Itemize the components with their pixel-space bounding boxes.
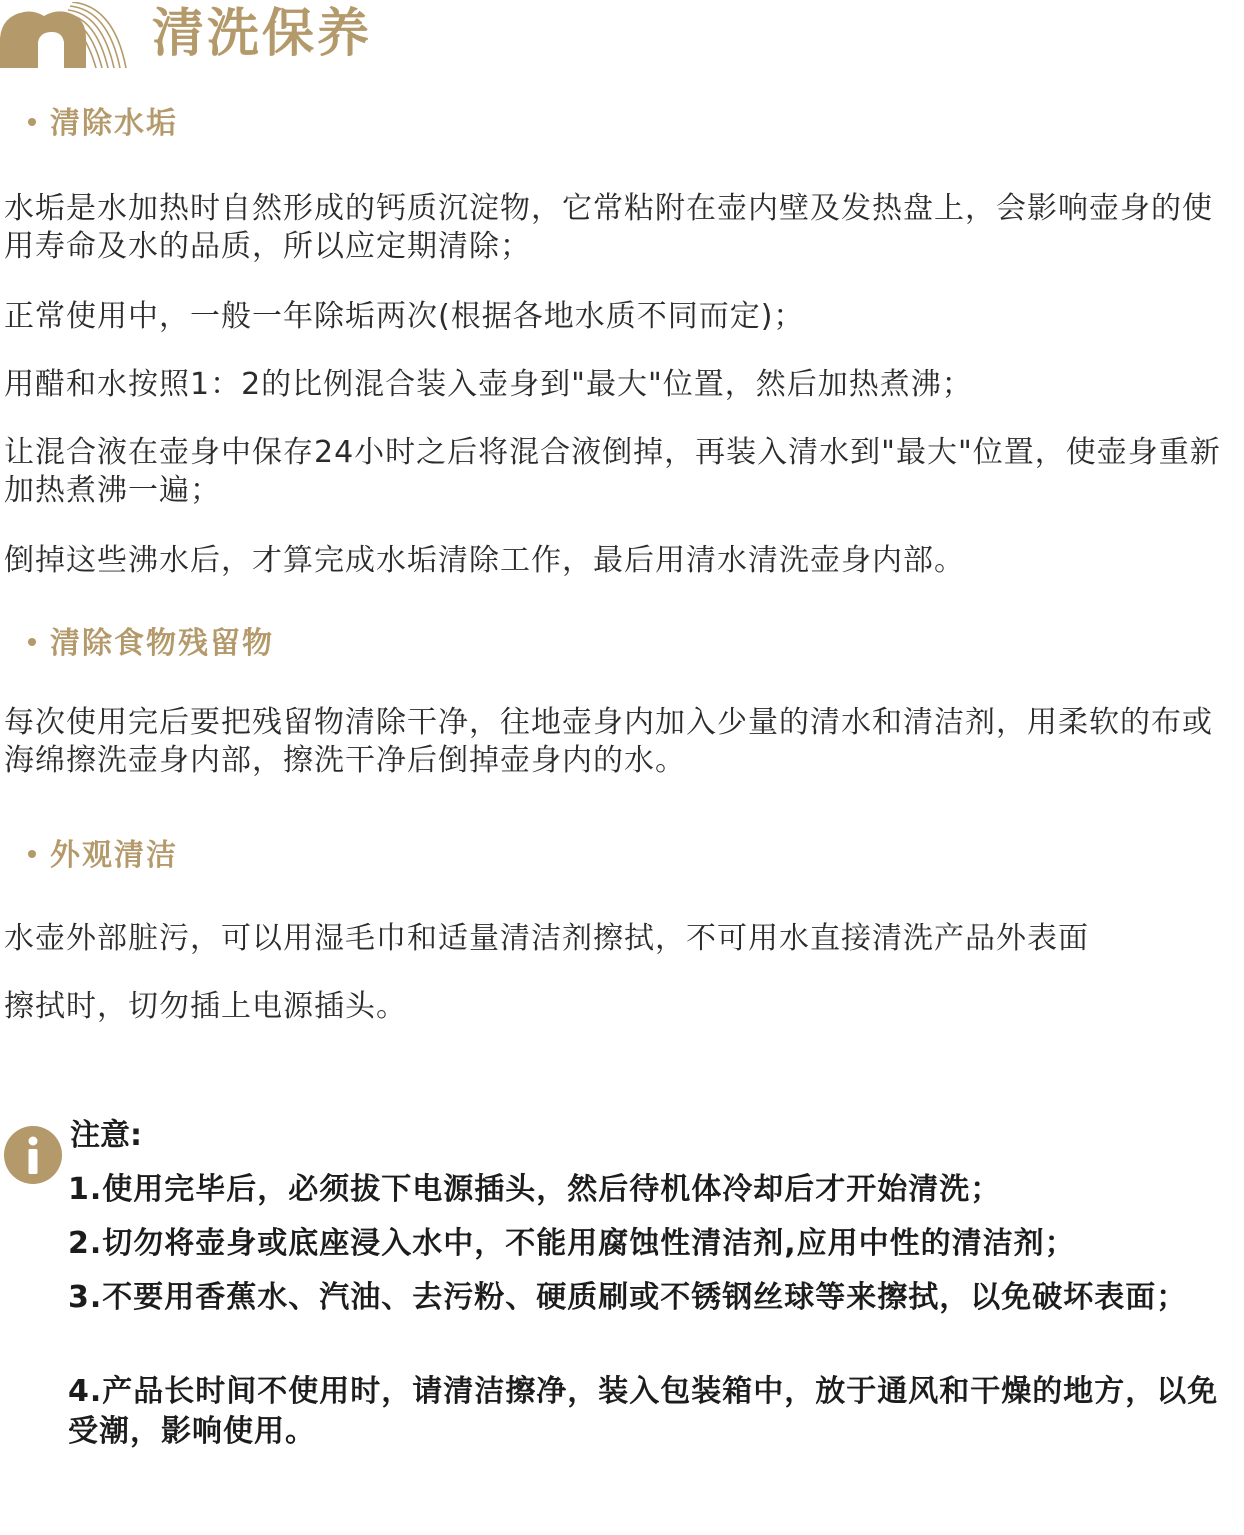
brand-arc-logo-icon xyxy=(0,2,128,68)
section-heading-exterior-cleaning xyxy=(28,836,178,876)
paragraph: 擦拭时，切勿插上电源插头。 xyxy=(4,989,407,1024)
paragraph: 用醋和水按照1：2的比例混合装入壶身到"最大"位置，然后加热煮沸； xyxy=(4,367,973,402)
page-title: 清洗保养 xyxy=(152,4,373,64)
section-heading-label: 清除水垢 xyxy=(50,106,178,141)
bullet-dot-icon xyxy=(28,638,36,646)
section-heading-label: 清除食物残留物 xyxy=(50,626,274,661)
section-heading-descaling xyxy=(28,104,178,144)
paragraph: 水垢是水加热时自然形成的钙质沉淀物，它常粘附在壶内壁及发热盘上，会影响壶身的使用寿命及水的品质，所以应定期清除； xyxy=(4,191,1213,264)
paragraph: 正常使用中，一般一年除垢两次(根据各地水质不同而定)； xyxy=(4,299,805,334)
notice-item: 2.切勿将壶身或底座浸入水中，不能用腐蚀性清洁剂,应用中性的清洁剂； xyxy=(68,1226,1076,1261)
section-heading-label: 外观清洁 xyxy=(50,838,178,873)
info-icon xyxy=(4,1126,62,1184)
paragraph: 倒掉这些沸水后，才算完成水垢清除工作，最后用清水清洗壶身内部。 xyxy=(4,543,965,578)
section-heading-food-residue xyxy=(28,624,274,664)
paragraph: 水壶外部脏污，可以用湿毛巾和适量清洁剂擦拭，不可用水直接清洗产品外表面 xyxy=(4,921,1089,956)
notice-item: 4.产品长时间不使用时，请清洁擦净，装入包装箱中，放于通风和干燥的地方，以免受潮，影响使用。 xyxy=(68,1374,1219,1449)
notice-title: 注意: xyxy=(70,1118,142,1153)
notice-item: 3.不要用香蕉水、汽油、去污粉、硬质刷或不锈钢丝球等来擦拭，以免破坏表面； xyxy=(68,1280,1188,1315)
bullet-dot-icon xyxy=(28,850,36,858)
page-header xyxy=(0,0,1244,72)
bullet-dot-icon xyxy=(28,118,36,126)
notice-item: 1.使用完毕后，必须拔下电源插头，然后待机体冷却后才开始清洗； xyxy=(68,1172,1002,1207)
paragraph: 让混合液在壶身中保存24小时之后将混合液倒掉，再装入清水到"最大"位置，使壶身重新加热煮沸一遍； xyxy=(4,435,1221,508)
paragraph: 每次使用完后要把残留物清除干净，往地壶身内加入少量的清水和清洁剂，用柔软的布或海绵擦洗壶身内部，擦洗干净后倒掉壶身内的水。 xyxy=(4,705,1213,778)
